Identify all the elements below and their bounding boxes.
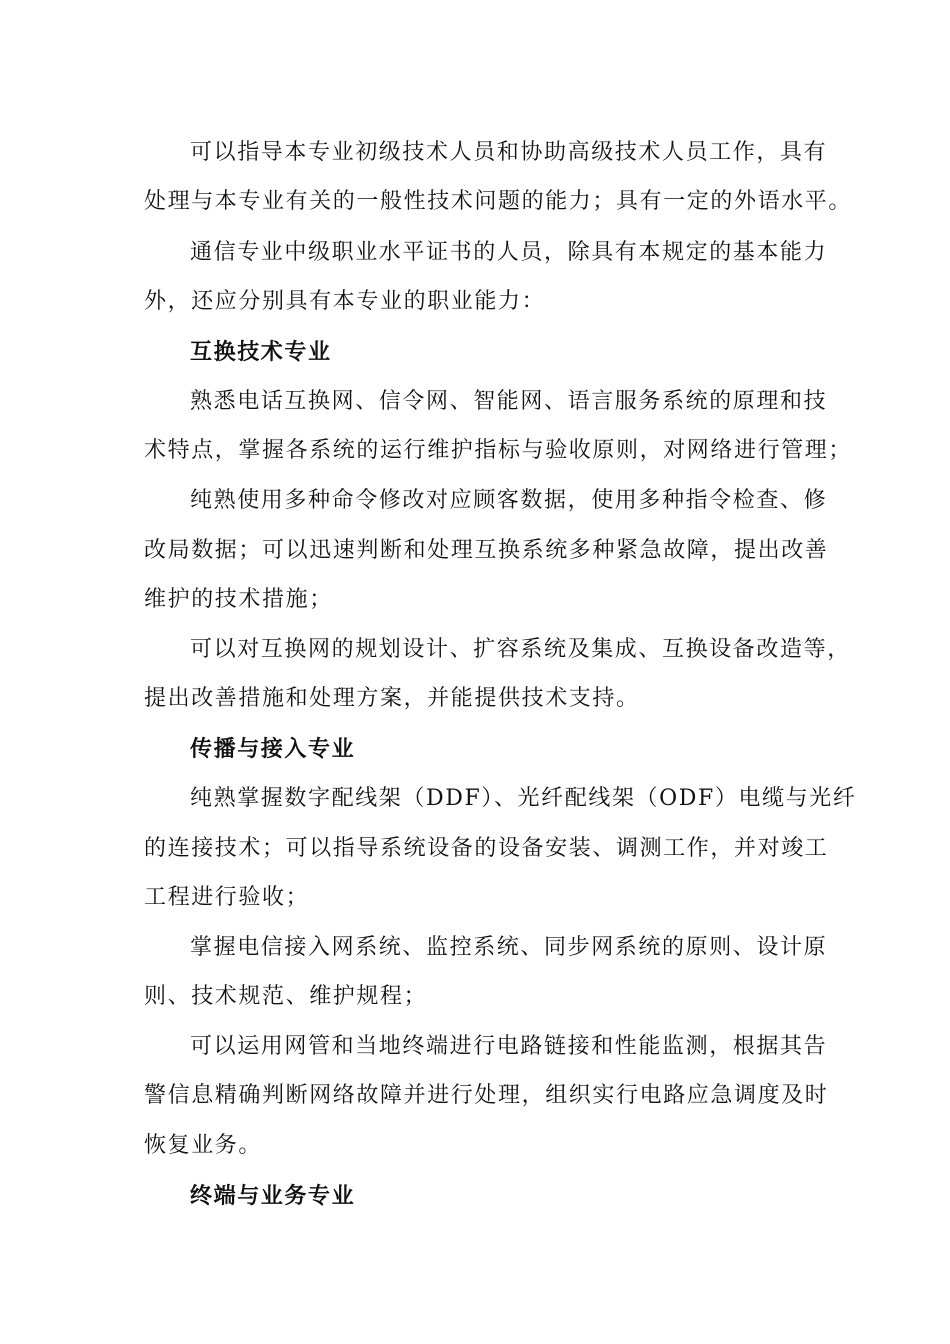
- paragraph-line: 处理与本专业有关的一般性技术问题的能力；具有一定的外语水平。: [144, 189, 853, 214]
- paragraph-line: 纯熟使用多种命令修改对应顾客数据，使用多种指令检查、修: [190, 488, 828, 513]
- paragraph-line: 工程进行验收；: [144, 885, 310, 910]
- paragraph-line: 外，还应分别具有本专业的职业能力：: [144, 289, 546, 314]
- paragraph-line: 恢复业务。: [144, 1133, 263, 1158]
- paragraph-line: 警信息精确判断网络故障并进行处理，组织实行电路应急调度及时: [144, 1083, 829, 1108]
- paragraph-line: 可以指导本专业初级技术人员和协助高级技术人员工作，具有: [190, 140, 828, 165]
- paragraph-line: 术特点，掌握各系统的运行维护指标与验收原则，对网络进行管理；: [144, 438, 853, 463]
- section-heading: 互换技术专业: [190, 339, 332, 365]
- paragraph-line: 可以运用网管和当地终端进行电路链接和性能监测，根据其告: [190, 1034, 828, 1059]
- paragraph-line: 提出改善措施和处理方案，并能提供技术支持。: [144, 686, 640, 711]
- paragraph-line: 通信专业中级职业水平证书的人员，除具有本规定的基本能力: [190, 240, 828, 265]
- section-heading: 传播与接入专业: [190, 736, 356, 762]
- paragraph-line: 纯熟掌握数字配线架（DDF）、光纤配线架（ODF）电缆与光纤: [190, 786, 857, 811]
- paragraph-line: 掌握电信接入网系统、监控系统、同步网系统的原则、设计原: [190, 935, 828, 960]
- section-heading: 终端与业务专业: [190, 1183, 356, 1209]
- paragraph-line: 的连接技术；可以指导系统设备的设备安装、调测工作，并对竣工: [144, 836, 829, 861]
- paragraph-line: 熟悉电话互换网、信令网、智能网、语言服务系统的原理和技: [190, 389, 828, 414]
- paragraph-line: 可以对互换网的规划设计、扩容系统及集成、互换设备改造等，: [190, 637, 851, 662]
- paragraph-line: 改局数据；可以迅速判断和处理互换系统多种紧急故障，提出改善: [144, 538, 829, 563]
- paragraph-line: 维护的技术措施；: [144, 587, 333, 612]
- paragraph-line: 则、技术规范、维护规程；: [144, 984, 428, 1009]
